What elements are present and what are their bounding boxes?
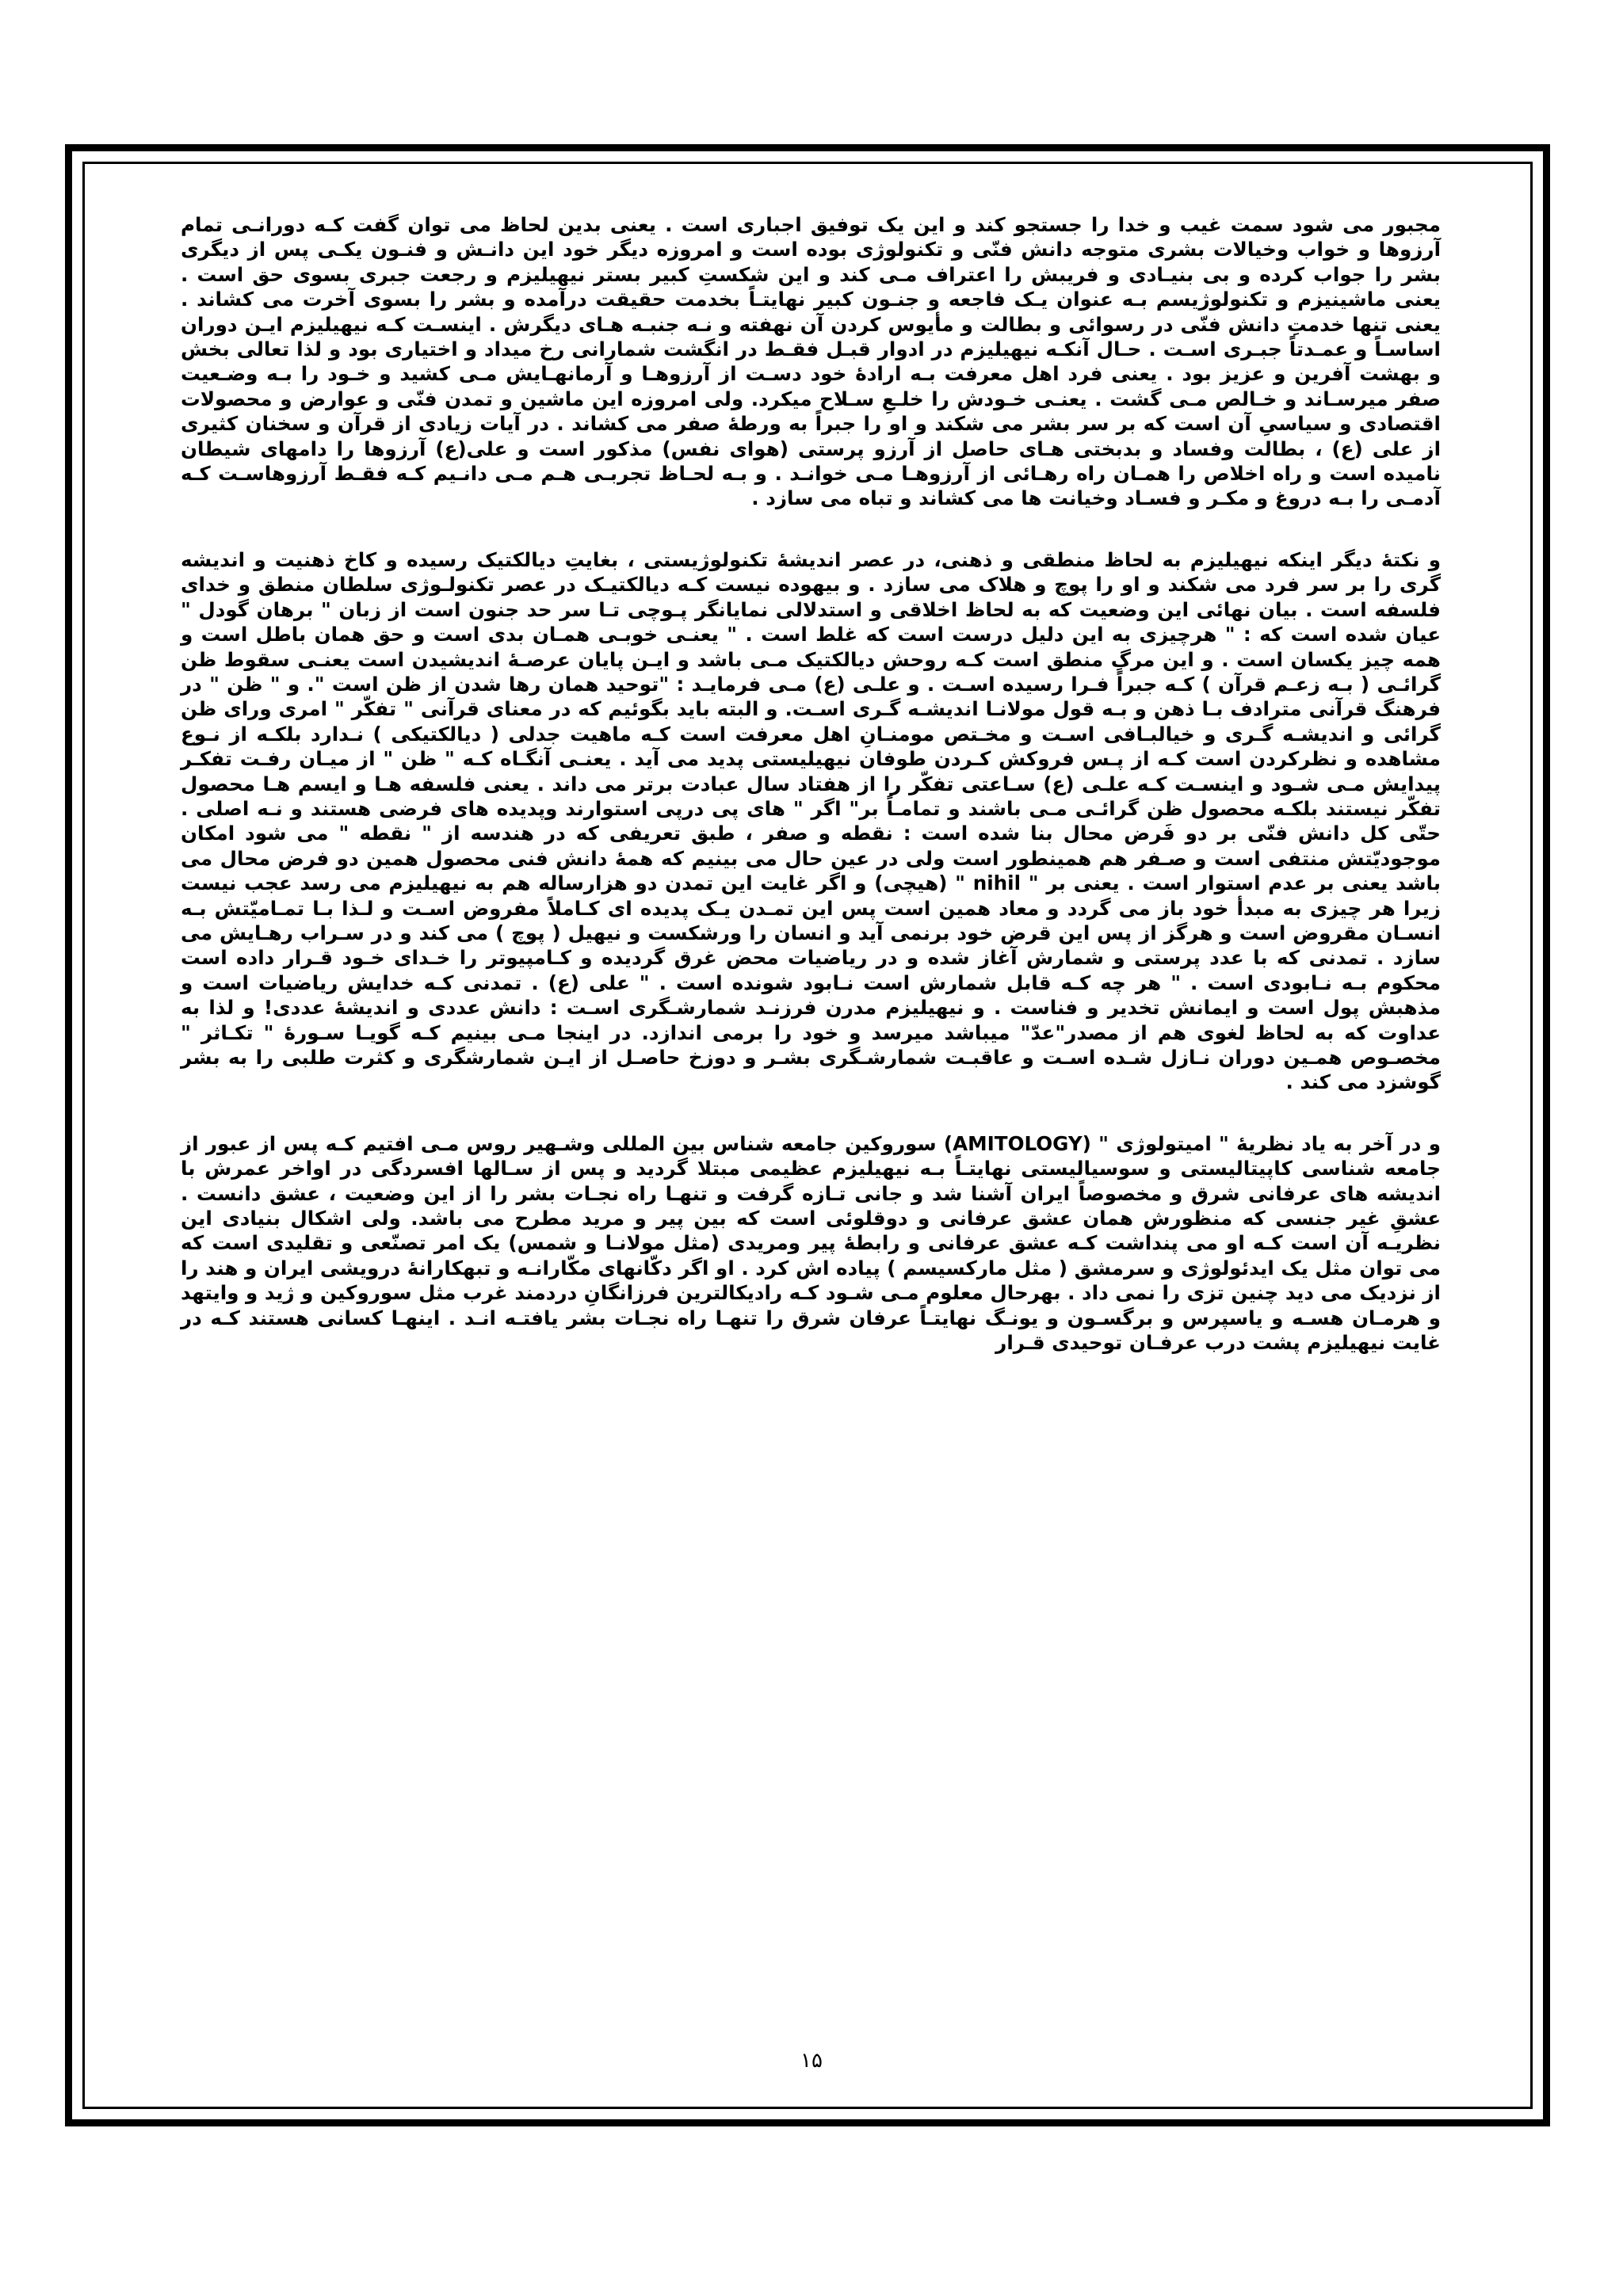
paragraph-2: و نکتۀ دیگر اینکه نیهیلیزم به لحاظ منطقی و ذهنی، در عصر اندیشۀ تکنولوژیستی ، بغایتِ دیالکتیک رسیده و کاخ ذهنیت و اندیشه گری را بر سر فرد می شکند و او را پوچ و هلاک می سازد . و بیهوده نیست کـه دیالکتیـک در عصر تکنولـوژی سلطان منطق و خدای فلسفه است . بیان نهائی این وضعیت که به لحاظ اخلاقی و استدلالی نمایانگر پـوچی تـا سر حد جنون است از زبان " برهان گودل " عیان شده است که : " هرچیزی به این دلیل درست است که غلط است . " یعنـی خوبـی همـان بدی است و حق همان باطل است و همه چیز یکسان است . و این مرگِ منطق است کـه روحش دیالکتیک مـی باشد و ایـن پایان عرصـۀ اندیشیدن است یعنـی سقوط ظن گرائـی ( بـه زعـم قرآن ) کـه جبراً فـرا رسیده اسـت . و علـی (ع) مـی فرمایـد : "توحید همان رها شدن از ظن است ". و " ظن " در فرهنگ قرآنی مترادف بـا ذهن و بـه قول مولانـا اندیشـه گـری اسـت. و البته باید بگوئیم که در معنای قرآنی " تفکّر " امری ورای ظن گرائی و اندیشـه گـری و خیالبـافی اسـت و مخـتص مومنـانِ اهل معرفت است کـه ماهیت جدلی ( دیالکتیکی ) نـدارد بلکـه از نـوع مشاهده و نظرکردن است کـه از پـس فروکش کـردن طوفان نیهیلیستی پدید می آید . یعنـی آنگـاه کـه " ظن " از میـان رفـت تفکـر پیدایش مـی شـود و اینسـت کـه علـی (ع) سـاعتی تفکّر را از هفتاد سال عبادت برتر می داند . یعنی فلسفه هـا و ایسم هـا محصول تفکّر نیستند بلکـه محصول ظن گرائـی مـی باشند و تمامـاً بر" اگر " های پی درپی استوارند وپدیده های فرضی هستند و نـه اصلی . حتّی کل دانش فنّی بر دو فَرض محال بنا شده است : نقطه و صفر ، طبق تعریفی که در هندسه از " نقطه " می شود امکان موجودیّتش منتفی است و صـفر هم همینطور است ولی در عین حال می بینیم که همۀ دانش فنی محصول همین دو فرض محال می باشد یعنی بر عدم استوار است . یعنی بر " nihil " (هیچی) و اگر غایت این تمدن دو هزارساله هم به نیهیلیزم می رسد عجب نیست زیرا هر چیزی به مبدأ خود باز می گردد و معاد همین است پس این تمـدن یـک پدیده ای کـاملاً مفروض اسـت و لـذا بـا تمـامیّتش بـه انسـان مقروض است و هرگز از پس این قرض خود برنمی آید و انسان را ورشکست و نیهیل ( پوچ ) می کند و در سـراب رهـایش می سازد . تمدنی که با عدد پرستی و شمارش آغاز شده و در ریاضیات محض غرق گردیده و کـامپیوتر را خـدای خـود قـرار داده است محکوم بـه نـابودی است . " هر چه کـه قابل شمارش است نـابود شونده است . " علی (ع) . تمدنی کـه خدایش ریاضیات است و مذهبش پول است و ایمانش تخدیر و فناست . و نیهیلیزم مدرن فرزنـد شمارشـگری اسـت : دانش عددی و اندیشۀ عددی! و لذا به عداوت که به لحاظ لغوی هم از مصدر"عدّ" میباشد میرسد و خود را برمی اندازد. در اینجا مـی بینیم کـه گویـا سـورۀ " تكـاثر " مخصـوص همـین دوران نـازل شـده اسـت و عاقبـت شمارشـگری بشـر و دوزخ حاصـل از ایـن شمارشگری و کثرت طلبی را به بشر گوشزد می کند .: [181, 547, 1441, 1094]
paragraph-1: مجبور می شود سمت غیب و خدا را جستجو کند و این یک توفیق اجباری است . یعنی بدین لحاظ می توان گفت کـه دورانـی تمام آرزوها و خواب وخیالات بشری متوجه دانش فنّی و تکنولوژی بوده است و امروزه دیگر خود این دانـش و فنـون یکـی پس از دیگری بشر را جواب کرده و بی بنیـادی و فریبش را اعتراف مـی کند و این شکستِ کبیر بستر نیهیلیزم و رجعت جبری بسوی حق است . یعنی ماشینیزم و تکنولوژیسم بـه عنوان یـک فاجعه و جنـون کبیر نهایتـاً بخدمت حقیقت درآمده و بشر را بسوی آخرت می کشاند . یعنی تنها خدمتِ دانش فنّی در رسوائی و بطالت و مأیوس کردن آن نهفته و نـه جنبـه هـای دیگرش . اینسـت کـه نیهیلیزم ایـن دوران اساسـاً و عمـدتاً جبـری اسـت . حـال آنکـه نیهیلیزم در ادوار قبـل فقـط در انگشت شمارانی رخ میداد و اختیاری بود و لذا تعالی بخش و بهشت آفرین و عزیز بود . یعنی فرد اهل معرفت بـه ارادۀ خود دسـت از آرزوهـا و آرمانهـایش مـی کشید و خـود را بـه وضـعیت صفر میرسـاند و خـالص مـی گشت . یعنـی خـودش را خلـعِ سـلاح میکرد. ولی امروزه این ماشین و تمدن فنّی و عوارض و محصولات اقتصادی و سیاسیِ آن است که بر سر بشر می شکند و او را جبراً به ورطۀ صفر می کشاند . در آیات زیادی از قرآن و سخنان کثیری از علی (ع) ، بطالت وفساد و بدبختی هـای حاصل از آرزو پرستی (هوای نفس) مذکور است و علی(ع) آرزوها را دامهای شیطان نامیده است و راه اخلاص را همـان راه رهـائی از آرزوهـا مـی خوانـد . و بـه لحـاظ تجربـی هـم مـی دانـیم کـه فقـط آرزوهاسـت کـه آدمـی را بـه دروغ و مکـر و فسـاد وخیانت ها می کشاند و تباه می سازد .: [181, 213, 1441, 510]
page-number: ۱۵: [800, 2049, 823, 2073]
paragraph-3: و در آخر به یاد نظریۀ " امیتولوژی " (AMITOLOGY) سوروکین جامعه شناس بین المللی وشـهیر روس مـی افتیم کـه پس از عبور از جامعه شناسی کاپیتالیستی و سوسیالیستی نهایتـاً بـه نیهیلیزم عظیمی مبتلا گردید و پس از سـالها افسردگی در اواخر عمرش با اندیشه های عرفانی شرق و مخصوصاً ایران آشنا شد و جانی تـازه گرفت و تنهـا راه نجـات بشر را از این وضعیت ، عشق دانست . عشقِ غیر جنسی که منظورش همان عشق عرفانی و دوقلوئی است که بین پیر و مرید مطرح می باشد. ولی اشکال بنیادی این نظریـه آن است کـه او می پنداشت کـه عشق عرفانی و رابطۀ پیر ومریدی (مثل مولانـا و شمس) یک امر تصنّعی و تقلیدی است که می توان مثل یک ایدئولوژی و سرمشق ( مثل مارکسیسم ) پیاده اش کرد . او اگر دکّانهای مکّارانـه و تبهکارانۀ درویشی ایران و هند را از نزدیک می دید چنین تزی را نمی داد . بهرحال معلوم مـی شـود کـه رادیکالترین فرزانگانِ دردمند غرب مثل سوروکین و ژید و وایتهد و هرمـان هسـه و یاسپرس و برگسـون و یونـگ نهایتـاً عرفان شرق را تنهـا راه نجـات بشر یافتـه انـد . اینهـا کسانی هستند کـه در غایت نیهیلیزم پشت درب عرفـان توحیدی قـرار: [181, 1131, 1441, 1355]
document-body: [181, 212, 1441, 1355]
